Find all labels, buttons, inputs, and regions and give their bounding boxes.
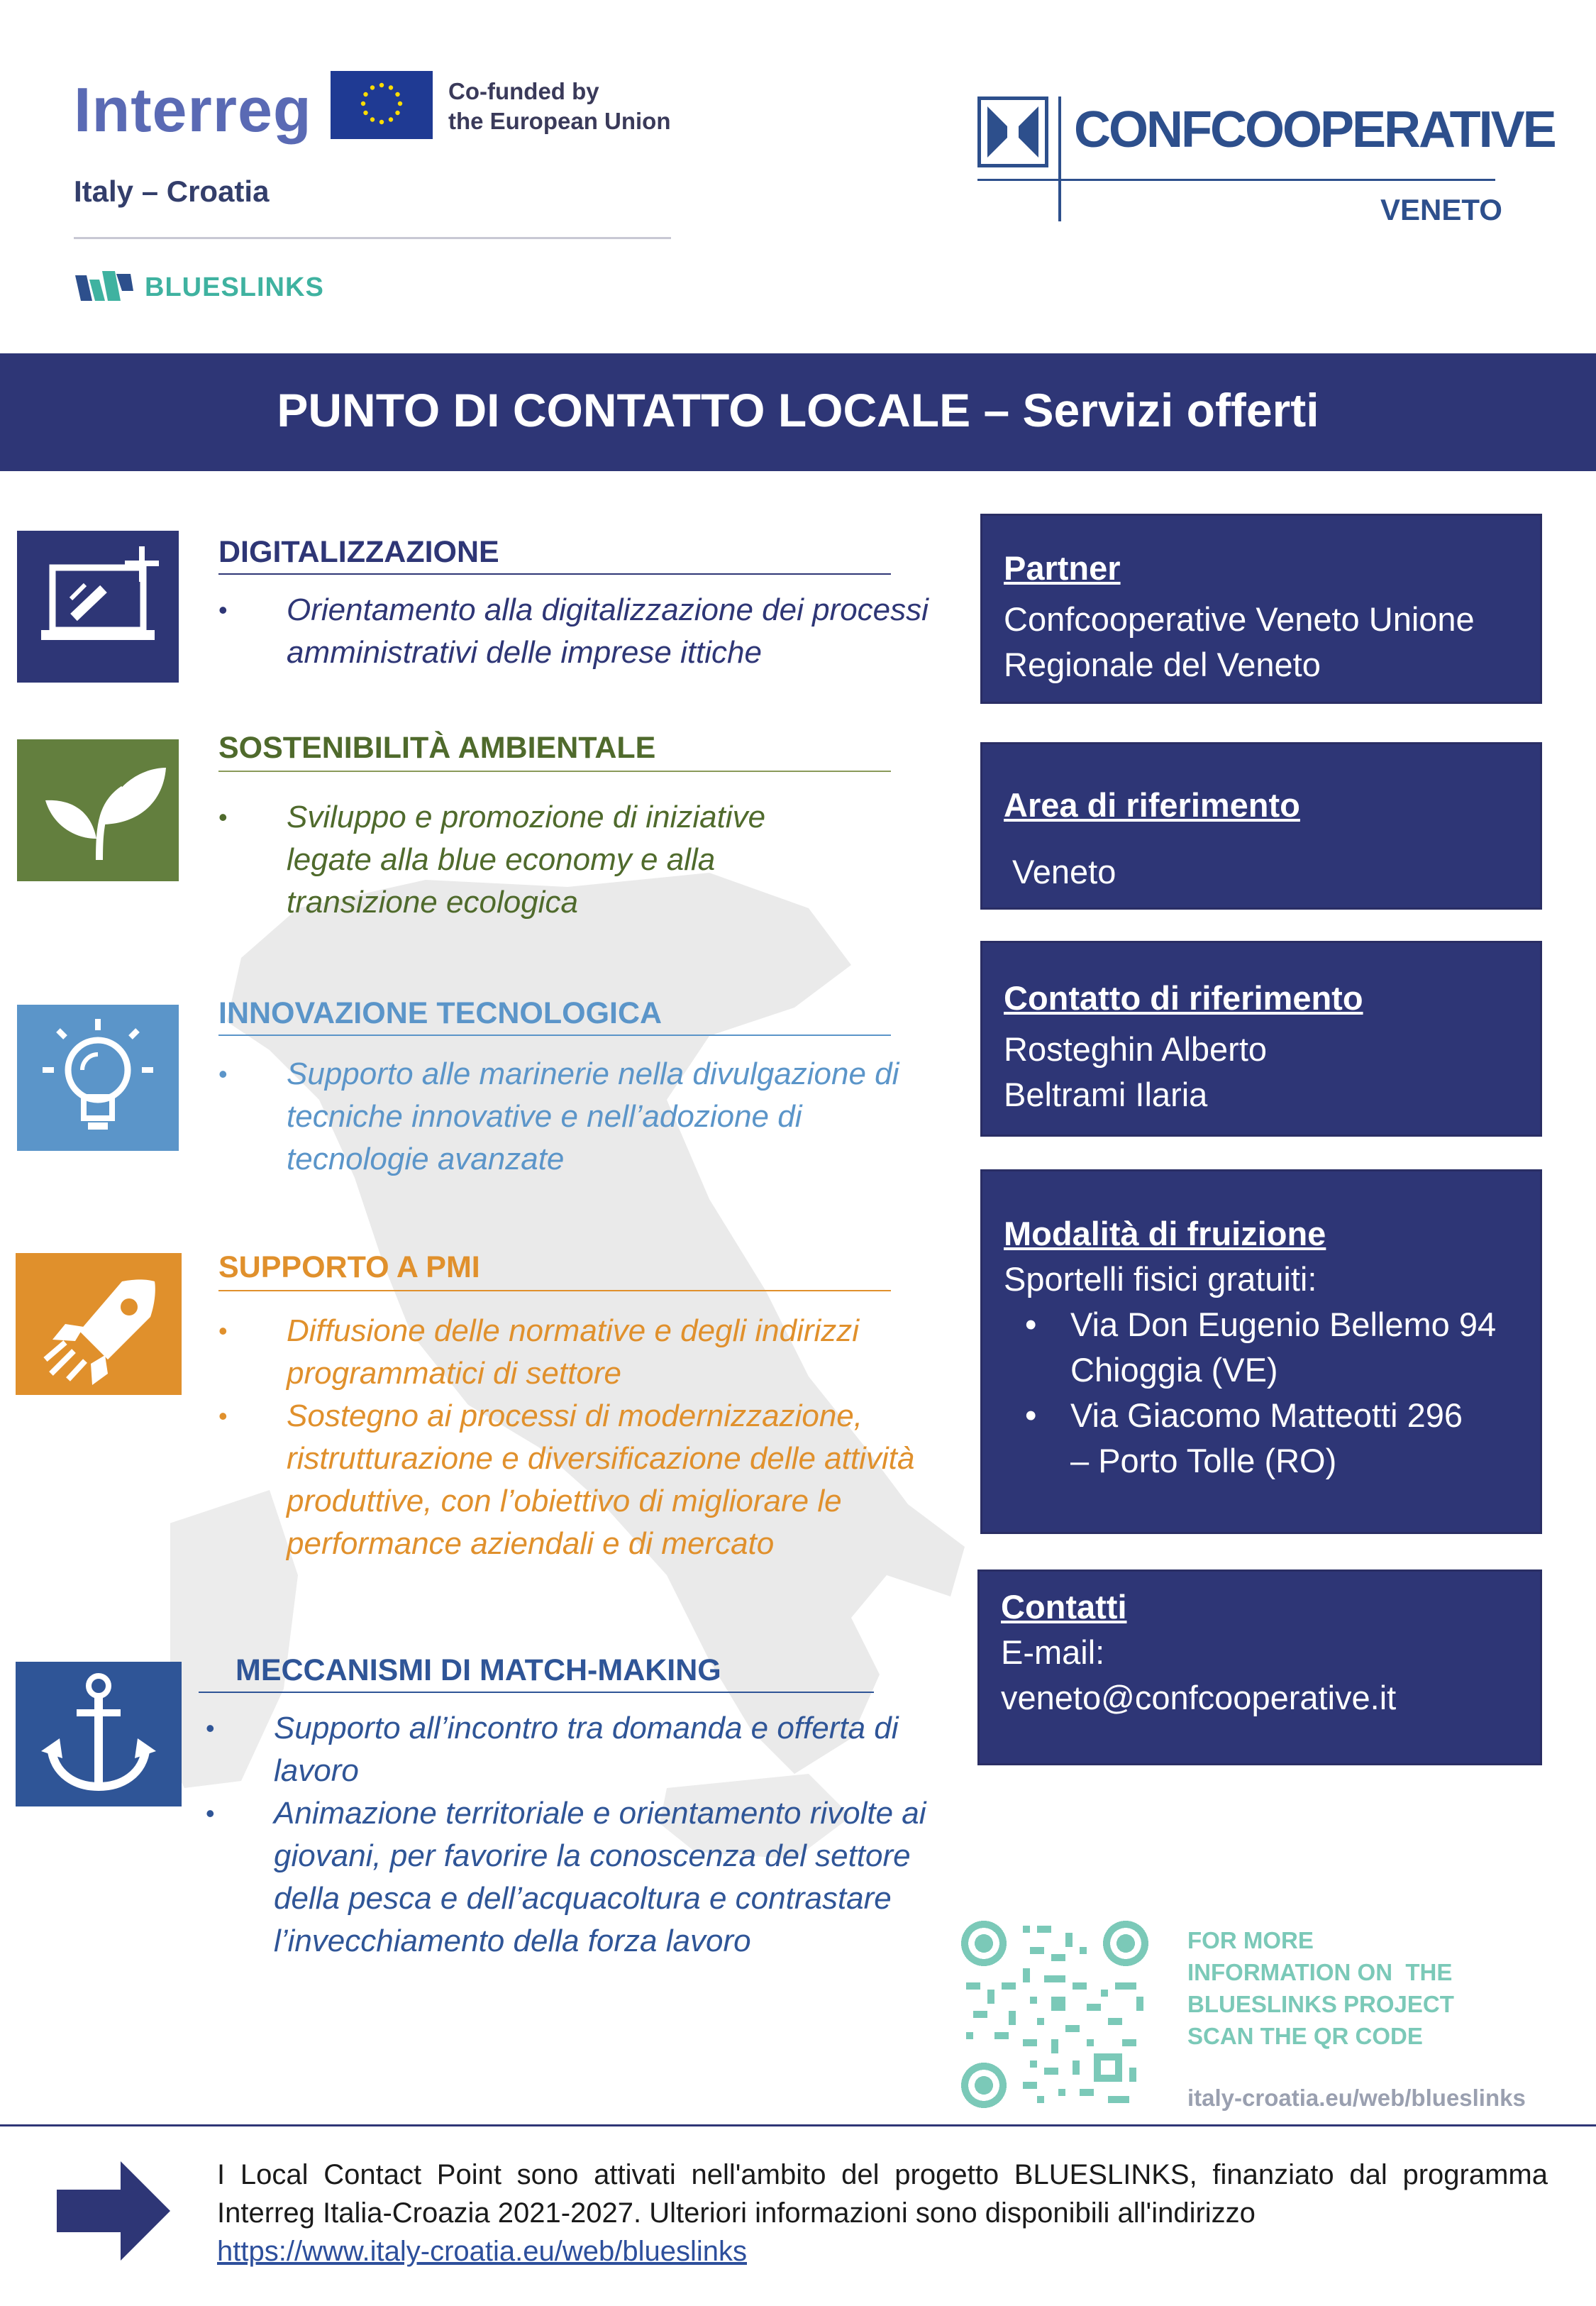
qr-caption-line-3: BLUESLINKS PROJECT (1187, 1991, 1454, 2017)
blueslinks-logo-icon (74, 270, 133, 307)
arrow-right-icon (55, 2160, 172, 2266)
service-rule (199, 1692, 874, 1693)
header-divider (74, 237, 671, 239)
service-bullets-innovazione (218, 1053, 949, 1181)
qr-caption-line-1: FOR MORE (1187, 1927, 1314, 1953)
confcooperative-logo-text: CONFCOOPERATIVE (1074, 101, 1555, 158)
address-item-continued: Chioggia (VE) (1070, 1351, 1278, 1389)
page-title: PUNTO DI CONTATTO LOCALE – Servizi offerti (277, 384, 1319, 436)
eu-cofunded-label (448, 77, 671, 136)
footer-link[interactable]: https://www.italy-croatia.eu/web/blueslinks (217, 2236, 747, 2267)
partner-line-1: Confcooperative Veneto Unione (1004, 600, 1475, 638)
rocket-icon (16, 1253, 182, 1395)
partner-box (980, 514, 1542, 704)
list-item: • Sostegno ai processi di modernizzazione, ristrutturazione e diversificazione delle attività produttive, con l’obiettivo di migliorare le performance aziendali e di mercato (218, 1399, 915, 1561)
confcooperative-horizontal-rule (977, 179, 1495, 181)
contact-line-1: Rosteghin Alberto (1004, 1030, 1268, 1068)
service-rule (218, 1290, 891, 1291)
service-bullets-sostenibilita (218, 796, 800, 924)
eu-line-1: Co-funded by (448, 78, 599, 104)
email-link[interactable]: veneto@confcooperative.it (1001, 1679, 1397, 1716)
qr-url[interactable]: italy-croatia.eu/web/blueslinks (1187, 2085, 1526, 2111)
blueslinks-logo-text: BLUESLINKS (145, 272, 324, 302)
email-label: E-mail: (1001, 1633, 1105, 1671)
footer-note (217, 2156, 1548, 2271)
service-heading-matchmaking: MECCANISMI DI MATCH-MAKING (235, 1653, 721, 1687)
address-item-continued: – Porto Tolle (RO) (1070, 1442, 1337, 1479)
service-rule (218, 573, 891, 575)
footer-text: I Local Contact Point sono attivati nell'ambito del progetto BLUESLINKS, finanziato dal programma Interreg Italia-Croazia 2021-2027. Ulteriori informazioni sono disponibili all'indirizzo (217, 2159, 1548, 2229)
partner-line-2: Regionale del Veneto (1004, 646, 1321, 683)
area-value: Veneto (1012, 853, 1116, 890)
program-name: Italy – Croatia (74, 175, 270, 208)
qr-caption (1187, 1924, 1454, 2052)
lightbulb-icon (17, 1005, 179, 1151)
service-bullets-digitalizzazione (218, 589, 963, 674)
service-heading-sostenibilita: SOSTENIBILITÀ AMBIENTALE (218, 731, 656, 765)
leaf-icon (17, 739, 179, 881)
area-label: Area di riferimento (1004, 786, 1300, 824)
confcooperative-vertical-rule (1058, 96, 1061, 221)
confcooperative-emblem-icon (977, 96, 1048, 171)
contatti-box (977, 1569, 1542, 1765)
qr-caption-line-4: SCAN THE QR CODE (1187, 2023, 1423, 2049)
contact-person-box (980, 941, 1542, 1137)
list-item: • Animazione territoriale e orientamento rivolte ai giovani, per favorire la conoscenza del settore della pesca e dell’acquacoltura e contrastare l’invecchiamento della forza lavoro (206, 1796, 926, 1958)
list-item: • Supporto alle marinerie nella divulgazione di tecniche innovative e nell’adozione di tecnologie avanzate (218, 1057, 899, 1176)
list-item: • Sviluppo e promozione di iniziative legate alla blue economy e alla transizione ecologica (218, 800, 766, 920)
service-heading-innovazione: INNOVAZIONE TECNOLOGICA (218, 996, 663, 1030)
service-bullets-matchmaking (206, 1707, 941, 1963)
qr-caption-line-2: INFORMATION ON THE (1187, 1959, 1453, 1985)
confcooperative-region-text: VENETO (1380, 193, 1502, 226)
list-item: • Orientamento alla digitalizzazione dei processi amministrativi delle imprese ittiche (218, 592, 929, 670)
service-heading-digitalizzazione: DIGITALIZZAZIONE (218, 535, 499, 569)
laptop-icon (17, 531, 179, 683)
service-bullets-pmi (218, 1310, 921, 1565)
contact-label: Contatto di riferimento (1004, 979, 1363, 1017)
list-item: • Supporto all’incontro tra domanda e offerta di lavoro (206, 1711, 899, 1788)
contatti-label: Contatti (1001, 1588, 1127, 1626)
modalita-label: Modalità di fruizione (1004, 1215, 1326, 1252)
address-item: • Via Giacomo Matteotti 296 (1025, 1396, 1463, 1434)
interreg-logo: Interreg (74, 75, 312, 145)
list-item: • Diffusione delle normative e degli indirizzi programmatici di settore (218, 1313, 860, 1391)
modalita-box (980, 1169, 1542, 1534)
partner-label: Partner (1004, 549, 1121, 587)
footer-divider (0, 2124, 1596, 2126)
eu-flag-icon (331, 71, 433, 139)
anchor-icon (16, 1662, 182, 1806)
service-heading-pmi: SUPPORTO A PMI (218, 1250, 480, 1284)
address-item: • Via Don Eugenio Bellemo 94 (1025, 1306, 1497, 1343)
modalita-intro: Sportelli fisici gratuiti: (1004, 1260, 1317, 1298)
contact-line-2: Beltrami Ilaria (1004, 1076, 1208, 1113)
qr-code-icon[interactable] (959, 1919, 1151, 2110)
service-rule (218, 771, 891, 772)
area-box (980, 742, 1542, 910)
service-rule (218, 1035, 891, 1036)
eu-line-2: the European Union (448, 108, 671, 134)
